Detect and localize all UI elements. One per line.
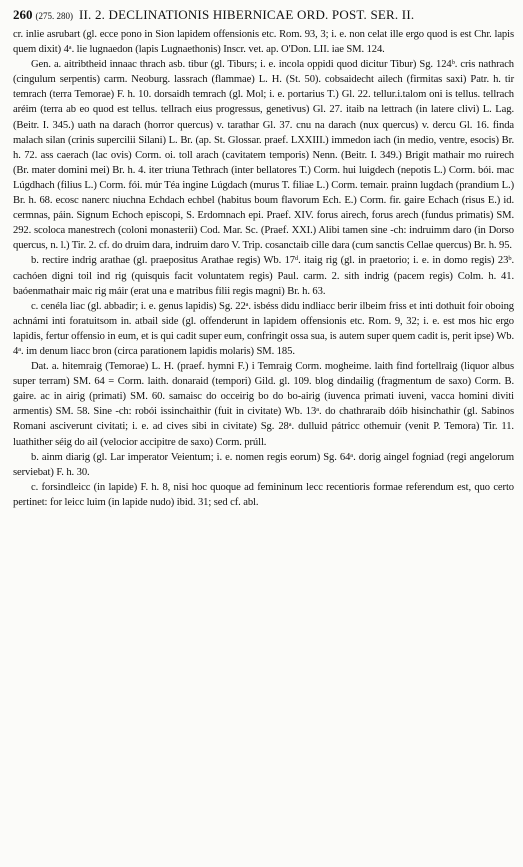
running-header [13,7,514,27]
paragraph: Dat. a. hitemraig (Temorae) L. H. (praef. hymni F.) i Temraig Corm. mogheime. laith find fortellraig (liquor albus super terram) SM. 64 = Corm. laith. donaraid (tempori) Gild. gl. 109. blog dindailig (fragmentum de saxo) Corm. B. gaire. ac in airig (primati) SM. 60. samaisc do occeirig bo do bo-airig (iuvenca primati iuveni, vacca homini diviti armentis) SM. 58. Sine -ch: robói issinchaithir (fuit in civitate) Wb. 13ᵃ. do chathraraib dóib hisinchathir (gl. Sabinos Romani asciverunt civitati; i. e. ad cives sibi in civitate) Sg. 28ᵃ. dulluid pátricc othemuir (venit P. Temora) Tir. 11. luathither séig do ail (velocior accipitre de saxo) Corm. prúll. [13,361,514,448]
body-text [13,27,514,510]
section-reference: (275. 280) [35,11,73,21]
paragraph: Gen. a. aitribtheid innaac thrach asb. tibur (gl. Tiburs; i. e. incola oppidi quod dicitur Tibur) Sg. 124ᵇ. cris nathrach (cingulum serpentis) carm. Neoburg. lassrach (flammae) L. H. (St. 50). cobsaidecht ailech (firmitas saxi) Patr. h. tir temrach (terra Temorae) F. h. 10. dorsaidh temrach (gl. Mol; i. e. portarius T.) Gl. 22. tellur.i.talom oni is tellus. tellrach aréim (terra ab eo quod est tellus. tellrach eius progressus, genetivus) Gl. 27. itaib na lettrach (in latere clivi) L. Lag. (Beitr. I. 345.) uath na darach (horror quercus) v. tarathar Gl. 37. cnu na darach (nux quercus) v. dercu Gl. 16. finda malach silan (crinis supercilii Silani) L. Br. (ap. St. Glossar. praef. LXXIII.) immedon iach (in medio, ventre, esocis) Br. h. 72. ass caerach (lac ovis) Corm. oi. toll arach (cavitatem temporis) Nenn. (Beitr. I. 349.) Brigit mathair mo ruirech (Br. mater domini mei) Br. h. 4. iter triuna Tethrach (inter bellatores T.) Corm. hui luigdech (nepotis L.) Corm. bói. mac Lúgdhach (filius L.) Corm. fói. múr Téa ingine Lúgdach (murus T. filiae L.) Corm. temair. prainn lugdach (prandium L.) Br. h. 68. ecosc nanerc niuchna Echdach echbel (habitus boum flavorum Ech. E.) Corm. fir. gaire Echach (risus E.) id. cermnas, páin. Signum Echoch episcopi, S. Erdomnach epi. Praef. XIV. forus airech, forus arech (fundus primatis) SM. 292. scoloca manestrech (coloni monasterii) Cod. Mar. Sc. (Praef. XXI.) Alibi tamen sine -ch: indruimm daro (in Dorso quercus, n. l.) Tir. 2. cf. do druim dara, indruim daro V. Trip. cosanctaib cille dara (cum sanctis Cellae quercus) Br. h. 95. [13,59,514,252]
paragraph: c. cenéla liac (gl. abbadir; i. e. genus lapidis) Sg. 22ᵃ. isbéss didu indliacc berir ilbeim friss et inti dothuit foir oboing achnámi inti foratuitsom in. atbail side (gl. offenderunt in lapidem offensionis etc. Rom. 9, 32; i. e. est mos hic ergo lapidis, fertur offensio in eum, et is qui cadit super eum, confringit ossa sua, is autem super quem cadit is, perit ipse) Wb. 4ᵃ. im denum liacc bron (circa parationem lapidis molaris) SM. 185. [13,300,514,357]
paragraph: b. ainm diarig (gl. Lar imperator Veientum; i. e. nomen regis eorum) Sg. 64ᵃ. dorig aingel fogniad (regi angelorum serviebat) F. h. 30. [13,451,514,478]
paragraph: cr. inlie asrubart (gl. ecce pono in Sion lapidem offensionis etc. Rom. 93, 3; i. e. non celat ille ergo quod is est Chr. lapis quem dixit) 4ᵃ. lie lugnaedon (lapis Lugnaethonis) Inscr. vet. ap. O'Don. LII. iae SM. 124. [13,29,514,56]
running-title: II. 2. DECLINATIONIS HIBERNICAE ORD. POST. SER. II. [79,7,415,22]
paragraph: b. rectire indrig arathae (gl. praepositus Arathae regis) Wb. 17ᵈ. itaig rig (gl. in praetorio; i. e. in domo regis) 23ᵇ. cachóen digni toil ind rig (quisquis facit voluntatem regis) Paul. carm. 2. sith indrig (pacem regis) Colm. h. 41. baóenmathair maic rig máir (erat una e matribus filii regis magni) Br. h. 63. [13,255,514,297]
page-number: 260 [13,7,33,22]
paragraph: c. forsindleicc (in lapide) F. h. 8, nisi hoc quoque ad femininum lecc recentioris formae referendum est, quo certo pertinet: for leicc luim (in lapide nudo) ibid. 31; sed cf. abl. [13,481,514,508]
